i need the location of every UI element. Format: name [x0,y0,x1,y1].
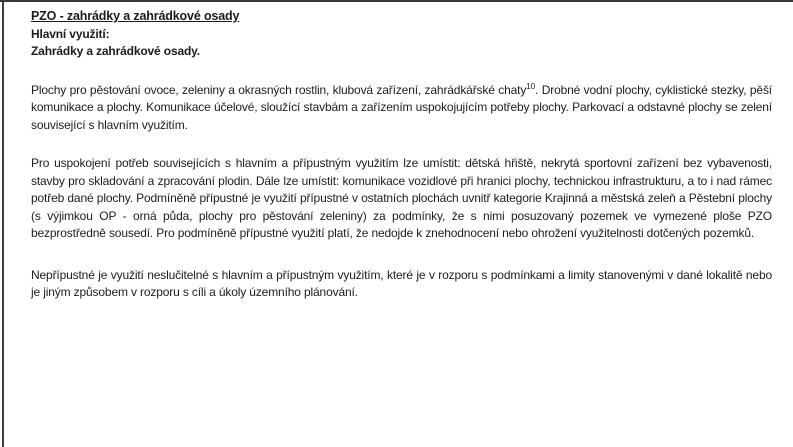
section-title: PZO - zahrádky a zahrádkové osady [31,9,240,23]
table-cell-border-top [0,0,793,2]
paragraph-impermissible-use: Nepřípustné je využití neslučitelné s hlavním a přípustným využitím, které je v rozporu s podmínkami a limity stanovenými v dané lokalitě nebo je jiným způsobem v rozporu s cíli a úkoly územního plánování. [31,267,772,299]
paragraph-text-after-footnote: . Drobné vodní plochy, cyklistické stezky, pěší komunikace a plochy. Komunikace účelové, sloužící stavbám a zařízením uspokojujícím potřeby plochy. Parkovací a odstavné plochy se zelení související s hlavním využitím. [31,82,772,132]
paragraph-conditionally-permitted-use: Pro uspokojení potřeb souvisejících s hlavním a přípustným využitím lze umístit: dětská hřiště, nekrytá sportovní zařízení bez vybavenosti, stavby pro skladování a zpracování plodin. Dále lze umístit: komunikace vozidlové při hranici plochy, technickou infrastrukturu, a to i nad rámec potřeb dané plochy. Podmíněně přípustné je využití přípustné v ostatních plochách uvnitř kategorie Krajinná a městská zeleň a Pěstební plochy (s výjimkou OP - orná půda, plochy pro pěstování zeleniny) za podmínky, že s nimi posuzovaný pozemek ve vymezené ploše PZO bezprostředně sousedí. Pro podmíněně přípustné využití platí, že nedojde k znehodnocení nebo ohrožení využitelnosti dotčených pozemků. [31,156,772,240]
main-use-label: Hlavní využití: [31,26,110,41]
document-content [31,8,772,302]
main-use-value: Zahrádky a zahrádkové osady. [31,44,200,58]
paragraph-permitted-use [31,82,772,135]
paragraph-text-before-footnote: Plochy pro pěstování ovoce, zeleniny a okrasných rostlin, klubová zařízení, zahrádkářské chaty [31,82,527,97]
table-cell-border-left [2,0,4,447]
footnote-reference: 10 [526,81,536,91]
